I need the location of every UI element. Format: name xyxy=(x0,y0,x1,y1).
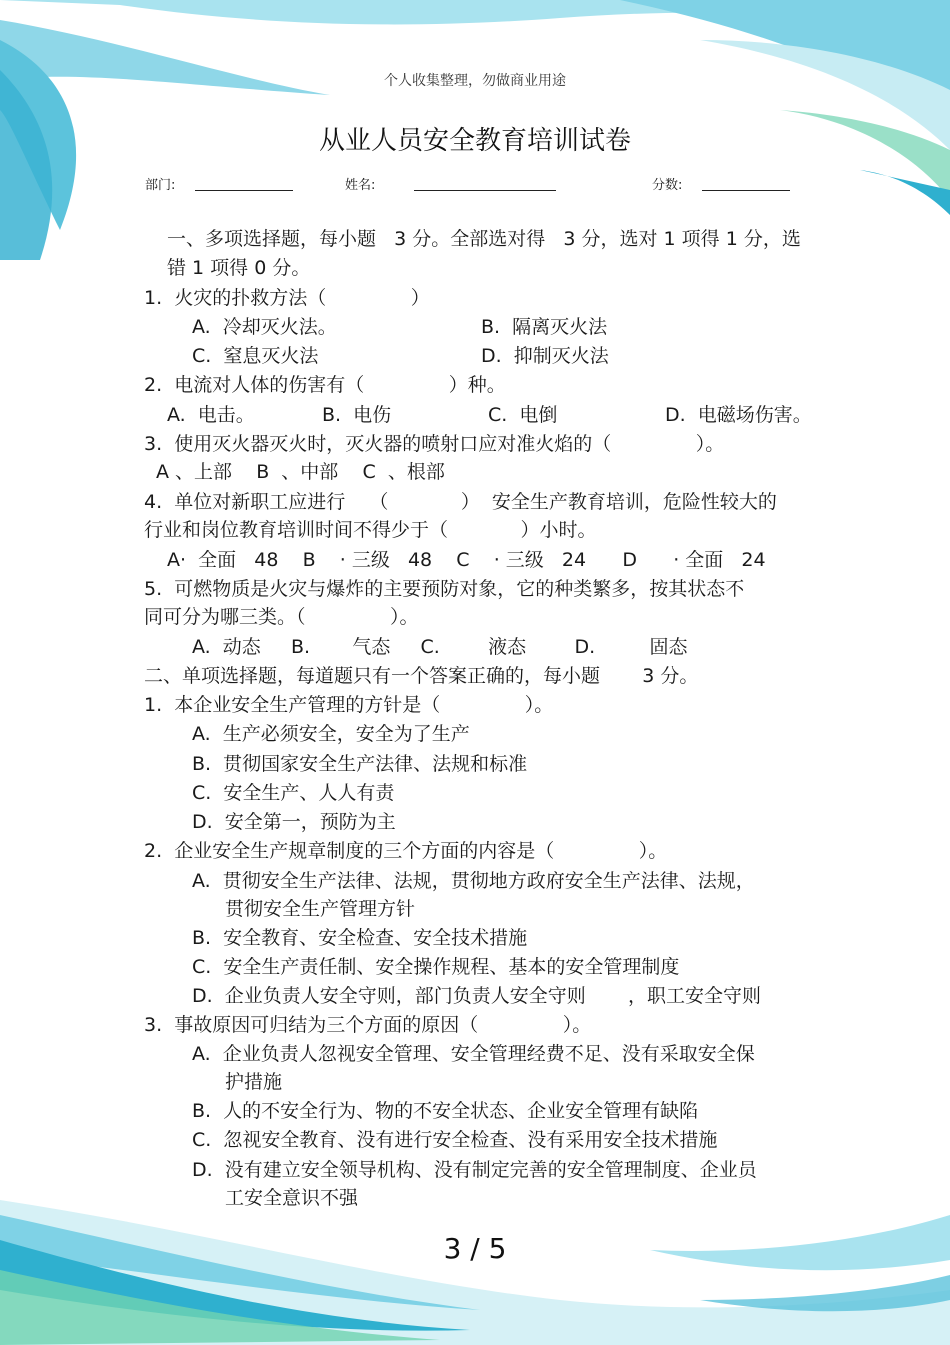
question-text: 5. 可燃物质是火灾与爆炸的主要预防对象，它的种类繁多，按其状态不 xyxy=(144,578,745,600)
answer-option: A. 企业负责人忽视安全管理、安全管理经费不足、没有采取安全保 xyxy=(192,1043,755,1065)
question-text-continued: 同可分为哪三类。（ ）。 xyxy=(144,606,419,628)
question-text: 1. 火灾的扑救方法（ ） xyxy=(144,287,430,309)
answer-option: D. 安全第一，预防为主 xyxy=(192,811,396,833)
answer-option: D. 电磁场伤害。 xyxy=(665,404,812,426)
section-heading-continued: 错 1 项得 0 分。 xyxy=(167,257,311,279)
exam-info-row xyxy=(0,174,950,198)
answer-option-continued: 贯彻安全生产管理方针 xyxy=(225,898,416,920)
answer-option: C. 忽视安全教育、没有进行安全检查、没有采用安全技术措施 xyxy=(192,1129,718,1151)
watermark-text: 个人收集整理，勿做商业用途 xyxy=(384,73,566,89)
answer-option: A. 冷却灭火法。 xyxy=(192,316,337,338)
answer-option-continued: 工安全意识不强 xyxy=(225,1187,359,1209)
answer-option: D. 抑制灭火法 xyxy=(481,345,609,367)
answer-options-row: A· 全面 48 B · 三级 48 C · 三级 24 D · 全面 24 xyxy=(167,549,766,571)
score-label: 分数: xyxy=(652,178,683,193)
answer-option: D. 没有建立安全领导机构、没有制定完善的安全管理制度、企业员 xyxy=(192,1159,757,1181)
answer-option: B. 安全教育、安全检查、安全技术措施 xyxy=(192,927,528,949)
score-field[interactable] xyxy=(702,190,790,191)
answer-options-row: A 、上部 B 、中部 C 、根部 xyxy=(156,461,445,483)
page-number: 3 / 5 xyxy=(443,1232,507,1265)
answer-option: B. 贯彻国家安全生产法律、法规和标准 xyxy=(192,753,528,775)
name-label: 姓名: xyxy=(345,178,376,193)
question-text: 3. 使用灭火器灭火时，灭火器的喷射口应对准火焰的（ ）。 xyxy=(144,433,725,455)
question-text: 3. 事故原因可归结为三个方面的原因（ ）。 xyxy=(144,1014,592,1036)
section-heading-multiple-choice: 一、多项选择题，每小题 3 分。全部选对得 3 分，选对 1 项得 1 分，选 xyxy=(167,228,801,250)
question-text: 2. 企业安全生产规章制度的三个方面的内容是（ ）。 xyxy=(144,840,668,862)
answer-option: B. 隔离灭火法 xyxy=(481,316,608,338)
answer-option: C. 安全生产责任制、安全操作规程、基本的安全管理制度 xyxy=(192,956,680,978)
answer-option: B. 人的不安全行为、物的不安全状态、企业安全管理有缺陷 xyxy=(192,1100,699,1122)
exam-title: 从业人员安全教育培训试卷 xyxy=(318,126,631,156)
answer-option: C. 窒息灭火法 xyxy=(192,345,319,367)
question-text: 4. 单位对新职工应进行 （ ） 安全生产教育培训，危险性较大的 xyxy=(144,491,777,513)
question-text: 2. 电流对人体的伤害有（ ）种。 xyxy=(144,374,506,396)
answer-option: C. 安全生产、人人有责 xyxy=(192,782,395,804)
answer-option: B. 电伤 xyxy=(322,404,392,426)
question-text-continued: 行业和岗位教育培训时间不得少于（ ）小时。 xyxy=(144,519,597,541)
answer-option: D. 企业负责人安全守则，部门负责人安全守则 ，职工安全守则 xyxy=(192,985,762,1007)
name-field[interactable] xyxy=(414,190,556,191)
answer-option: A. 电击。 xyxy=(167,404,255,426)
section-heading-single-choice: 二、单项选择题，每道题只有一个答案正确的，每小题 3 分。 xyxy=(144,665,699,687)
question-text: 1. 本企业安全生产管理的方针是（ ）。 xyxy=(144,694,554,716)
answer-option-continued: 护措施 xyxy=(225,1071,283,1093)
answer-option: A. 生产必须安全，安全为了生产 xyxy=(192,723,470,745)
answer-option: C. 电倒 xyxy=(488,404,558,426)
department-field[interactable] xyxy=(195,190,293,191)
department-label: 部门: xyxy=(145,178,176,193)
answer-options-row: A. 动态 B. 气态 C. 液态 D. 固态 xyxy=(192,636,688,658)
answer-option: A. 贯彻安全生产法律、法规，贯彻地方政府安全生产法律、法规， xyxy=(192,870,755,892)
